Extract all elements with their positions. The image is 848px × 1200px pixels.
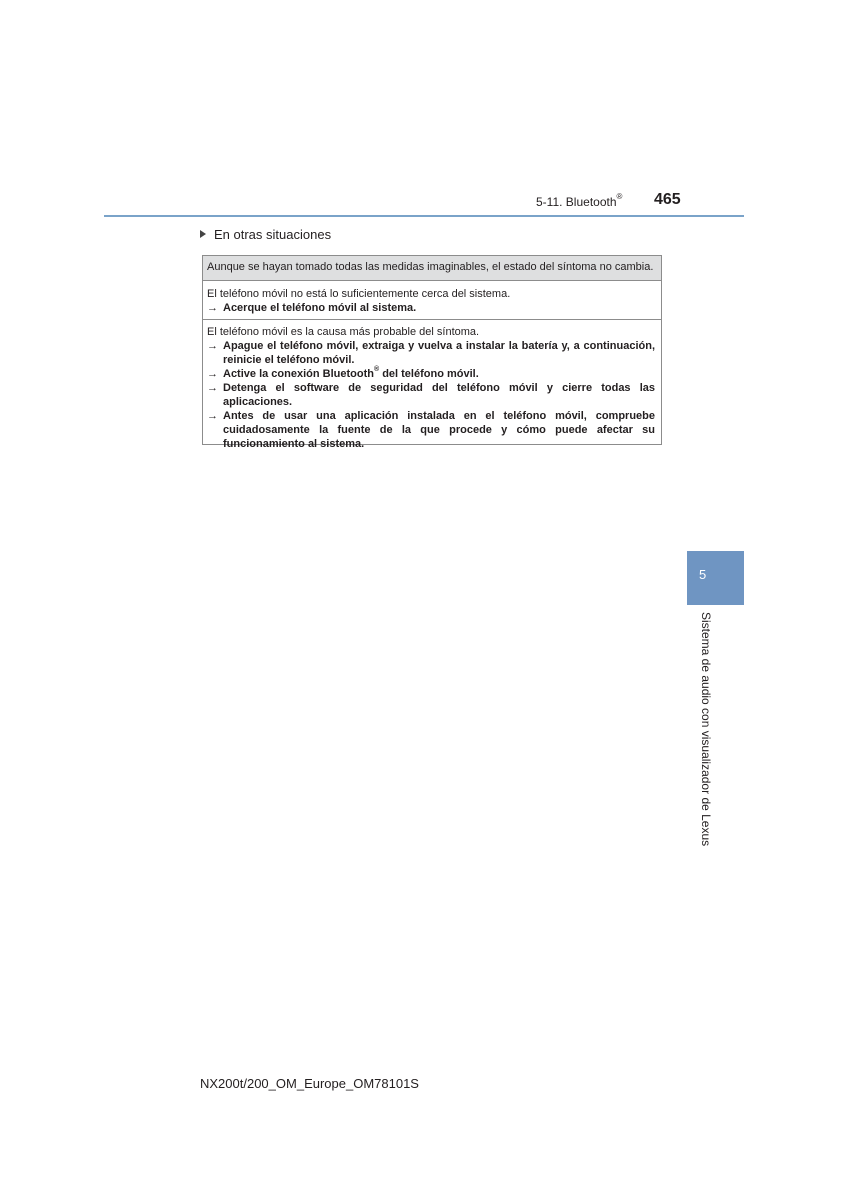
troubleshooting-table	[202, 255, 662, 450]
chapter-tab	[687, 551, 744, 605]
subsection-title: En otras situaciones	[214, 227, 332, 242]
footer-code: NX200t/200_OM_Europe_OM78101S	[200, 1076, 419, 1091]
remedy-text: Apague el teléfono móvil, extraiga y vuelva a instalar la batería y, a continuación, reinicie el teléfono móvil.	[223, 340, 655, 366]
running-header	[536, 194, 622, 209]
arrow-right-icon: →	[207, 340, 218, 352]
header-rule	[104, 215, 744, 217]
remedy-text: del teléfono móvil.	[379, 368, 479, 380]
page-number: 465	[654, 191, 681, 208]
remedy-text: Active la conexión Bluetooth	[223, 368, 374, 380]
remedy-text: Detenga el software de seguridad del teléfono móvil y cierre todas las aplicaciones.	[223, 382, 655, 408]
table-header: Aunque se hayan tomado todas las medidas imaginables, el estado del síntoma no cambia.	[203, 256, 661, 280]
table-row	[203, 280, 661, 319]
arrow-right-icon: →	[207, 410, 218, 422]
cause-text: El teléfono móvil es la causa más probable del síntoma.	[207, 326, 480, 338]
remedy-text: Antes de usar una aplicación instalada en el teléfono móvil, compruebe cuidadosamente la fuente de la que procede y cómo puede afectar su funcionamiento al sistema.	[223, 410, 655, 450]
remedy-text: Acerque el teléfono móvil al sistema.	[223, 302, 417, 314]
remedy-item	[207, 367, 655, 381]
remedy-item	[207, 409, 655, 451]
remedy-item	[207, 381, 655, 409]
remedy-item	[207, 301, 656, 315]
chapter-number: 5	[699, 567, 707, 582]
table-row	[203, 319, 661, 450]
registered-mark: ®	[616, 192, 623, 201]
remedy-item	[207, 339, 655, 367]
triangle-bullet-icon	[200, 230, 206, 238]
cause-text: El teléfono móvil no está lo suficientemente cerca del sistema.	[207, 288, 511, 300]
registered-mark: ®	[373, 366, 380, 374]
arrow-right-icon: →	[207, 302, 218, 314]
arrow-right-icon: →	[207, 368, 218, 380]
subsection-heading	[200, 227, 331, 242]
chapter-title: Sistema de audio con visualizador de Lexus	[699, 612, 713, 847]
arrow-right-icon: →	[207, 382, 218, 394]
section-title: 5-11. Bluetooth	[536, 195, 617, 209]
